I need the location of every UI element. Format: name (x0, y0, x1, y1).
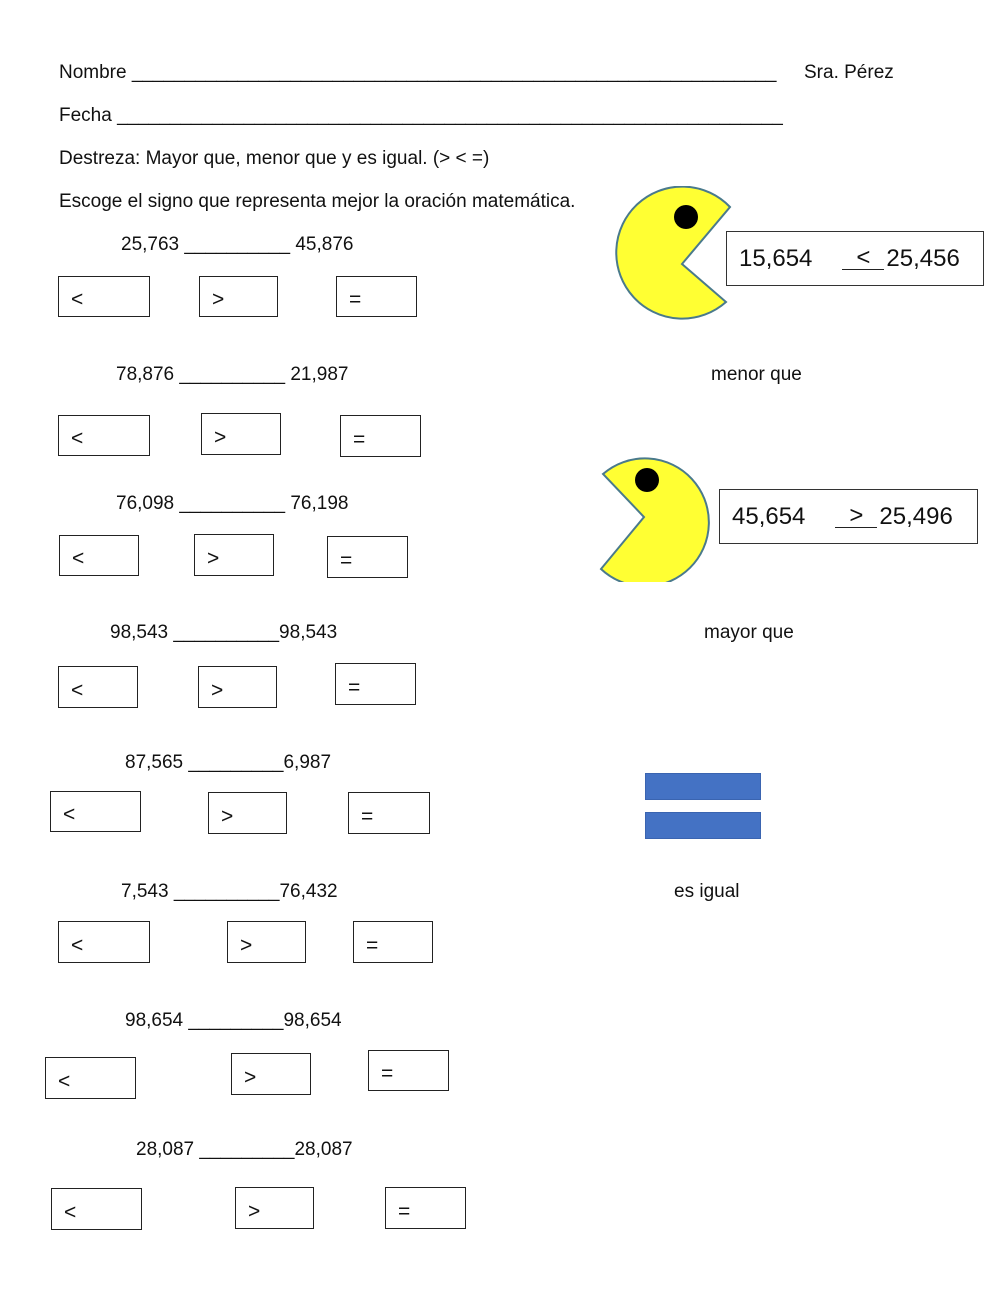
example-less-than (726, 231, 984, 286)
less-than-option[interactable]: < (45, 1057, 136, 1099)
example-sign: > (835, 505, 877, 528)
greater-than-option[interactable]: > (231, 1053, 311, 1095)
name-label: Nombre (59, 62, 127, 83)
date-line[interactable]: _______________________________________________________________ (117, 105, 783, 126)
name-line[interactable]: _____________________________________________________________ (131, 62, 777, 83)
greater-than-option[interactable]: > (235, 1187, 314, 1229)
pacman-greater-than-icon (596, 444, 716, 582)
problem-statement: 98,654 _________98,654 (125, 1010, 342, 1031)
less-than-label: menor que (711, 364, 802, 385)
equal-option[interactable]: = (327, 536, 408, 578)
greater-than-option[interactable]: > (208, 792, 287, 834)
example-right-number: 25,496 (879, 502, 953, 530)
problem-statement: 87,565 _________6,987 (125, 752, 332, 773)
less-than-option[interactable]: < (58, 415, 150, 456)
skill-line: Destreza: Mayor que, menor que y es igual. (> < =) (59, 148, 490, 169)
problem-statement: 7,543 __________76,432 (121, 881, 338, 902)
greater-than-option[interactable]: > (199, 276, 278, 317)
greater-than-option[interactable]: > (201, 413, 281, 455)
date-row (59, 104, 783, 128)
equal-option[interactable]: = (368, 1050, 449, 1091)
less-than-option[interactable]: < (58, 666, 138, 708)
equal-option[interactable]: = (340, 415, 421, 457)
greater-than-label: mayor que (704, 622, 794, 643)
equal-option[interactable]: = (335, 663, 416, 705)
equal-sign-top-bar (645, 773, 761, 800)
less-than-option[interactable]: < (58, 921, 150, 963)
less-than-option[interactable]: < (58, 276, 150, 317)
example-left-number: 45,654 (732, 502, 806, 530)
equal-option[interactable]: = (348, 792, 430, 834)
instructions: Escoge el signo que representa mejor la oración matemática. (59, 191, 576, 212)
example-right-number: 25,456 (886, 244, 960, 272)
problem-statement: 28,087 _________28,087 (136, 1139, 353, 1160)
equal-label: es igual (674, 881, 740, 902)
equal-sign-bottom-bar (645, 812, 761, 839)
less-than-option[interactable]: < (59, 535, 139, 576)
greater-than-option[interactable]: > (194, 534, 274, 576)
equal-option[interactable]: = (353, 921, 433, 963)
example-left-number: 15,654 (739, 244, 813, 272)
problem-statement: 76,098 __________ 76,198 (116, 493, 349, 514)
problem-statement: 98,543 __________98,543 (110, 622, 338, 643)
name-row (59, 61, 776, 85)
pacman-less-than-icon (612, 186, 736, 326)
equal-option[interactable]: = (336, 276, 417, 317)
less-than-option[interactable]: < (50, 791, 141, 832)
problem-statement: 25,763 __________ 45,876 (121, 234, 354, 255)
greater-than-option[interactable]: > (198, 666, 277, 708)
greater-than-option[interactable]: > (227, 921, 306, 963)
date-label: Fecha (59, 105, 112, 126)
teacher-name: Sra. Pérez (804, 62, 894, 83)
equal-option[interactable]: = (385, 1187, 466, 1229)
problem-statement: 78,876 __________ 21,987 (116, 364, 349, 385)
less-than-option[interactable]: < (51, 1188, 142, 1230)
example-greater-than (719, 489, 978, 544)
example-sign: < (842, 247, 884, 270)
